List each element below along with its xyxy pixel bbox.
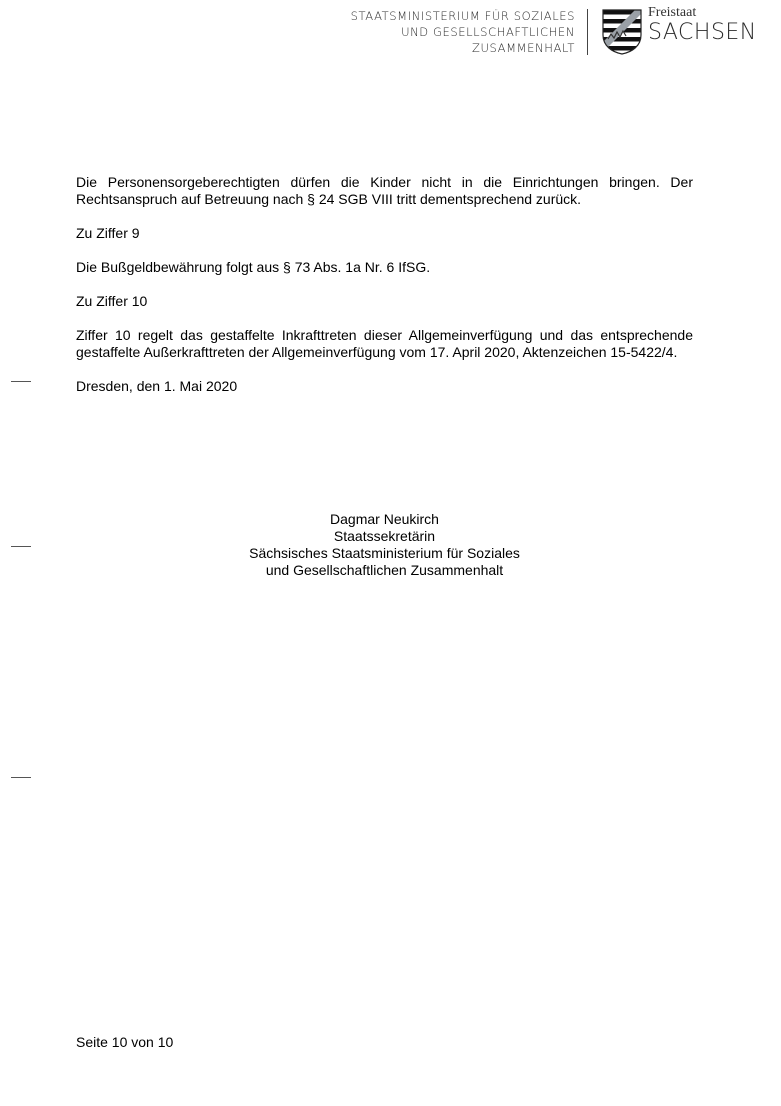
signatory-ministry: und Gesellschaftlichen Zusammenhalt xyxy=(265,562,504,578)
header-divider xyxy=(587,9,588,55)
place-date: Dresden, den 1. Mai 2020 xyxy=(76,378,238,394)
punch-mark xyxy=(11,546,31,547)
document-body xyxy=(76,174,693,412)
page-number: Seite 10 von 10 xyxy=(76,1034,174,1050)
ministry-line: UND GESELLSCHAFTLICHEN xyxy=(401,25,575,39)
body-paragraph: Ziffer 10 regelt das gestaffelte Inkrafttreten dieser Allgemeinverfügung und das entsprechende gestaffelte Außerkrafttreten der Allgemeinverfügung vom 17. April 2020, Aktenzeichen 15-5422/4. xyxy=(76,327,693,360)
section-heading: Zu Ziffer 9 xyxy=(76,225,140,241)
ministry-line: STAATSMINISTERIUM FÜR SOZIALES xyxy=(350,9,575,23)
state-freistaat: Freistaat xyxy=(648,5,697,20)
signatory-title: Staatssekretärin xyxy=(333,528,436,544)
body-paragraph: Die Bußgeldbewährung folgt aus § 73 Abs. 1a Nr. 6 IfSG. xyxy=(76,259,431,275)
state-sachsen: SACHSEN xyxy=(648,20,757,45)
signatory-ministry: Sächsisches Staatsministerium für Soziales xyxy=(249,545,520,561)
saxony-coat-of-arms-icon xyxy=(602,9,642,55)
ministry-name xyxy=(351,8,575,56)
signature-block xyxy=(76,511,693,579)
section-heading: Zu Ziffer 10 xyxy=(76,293,148,309)
state-wordmark xyxy=(648,5,757,45)
body-paragraph: Die Personensorgeberechtigten dürfen die Kinder nicht in die Einrichtungen bringen. Der Rechtsanspruch auf Betreuung nach § 24 SGB VIII tritt dementsprechend zurück. xyxy=(76,174,693,207)
ministry-line: ZUSAMMENHALT xyxy=(472,41,575,55)
fold-mark xyxy=(11,777,31,778)
fold-mark xyxy=(11,381,31,382)
signatory-name: Dagmar Neukirch xyxy=(330,511,439,527)
